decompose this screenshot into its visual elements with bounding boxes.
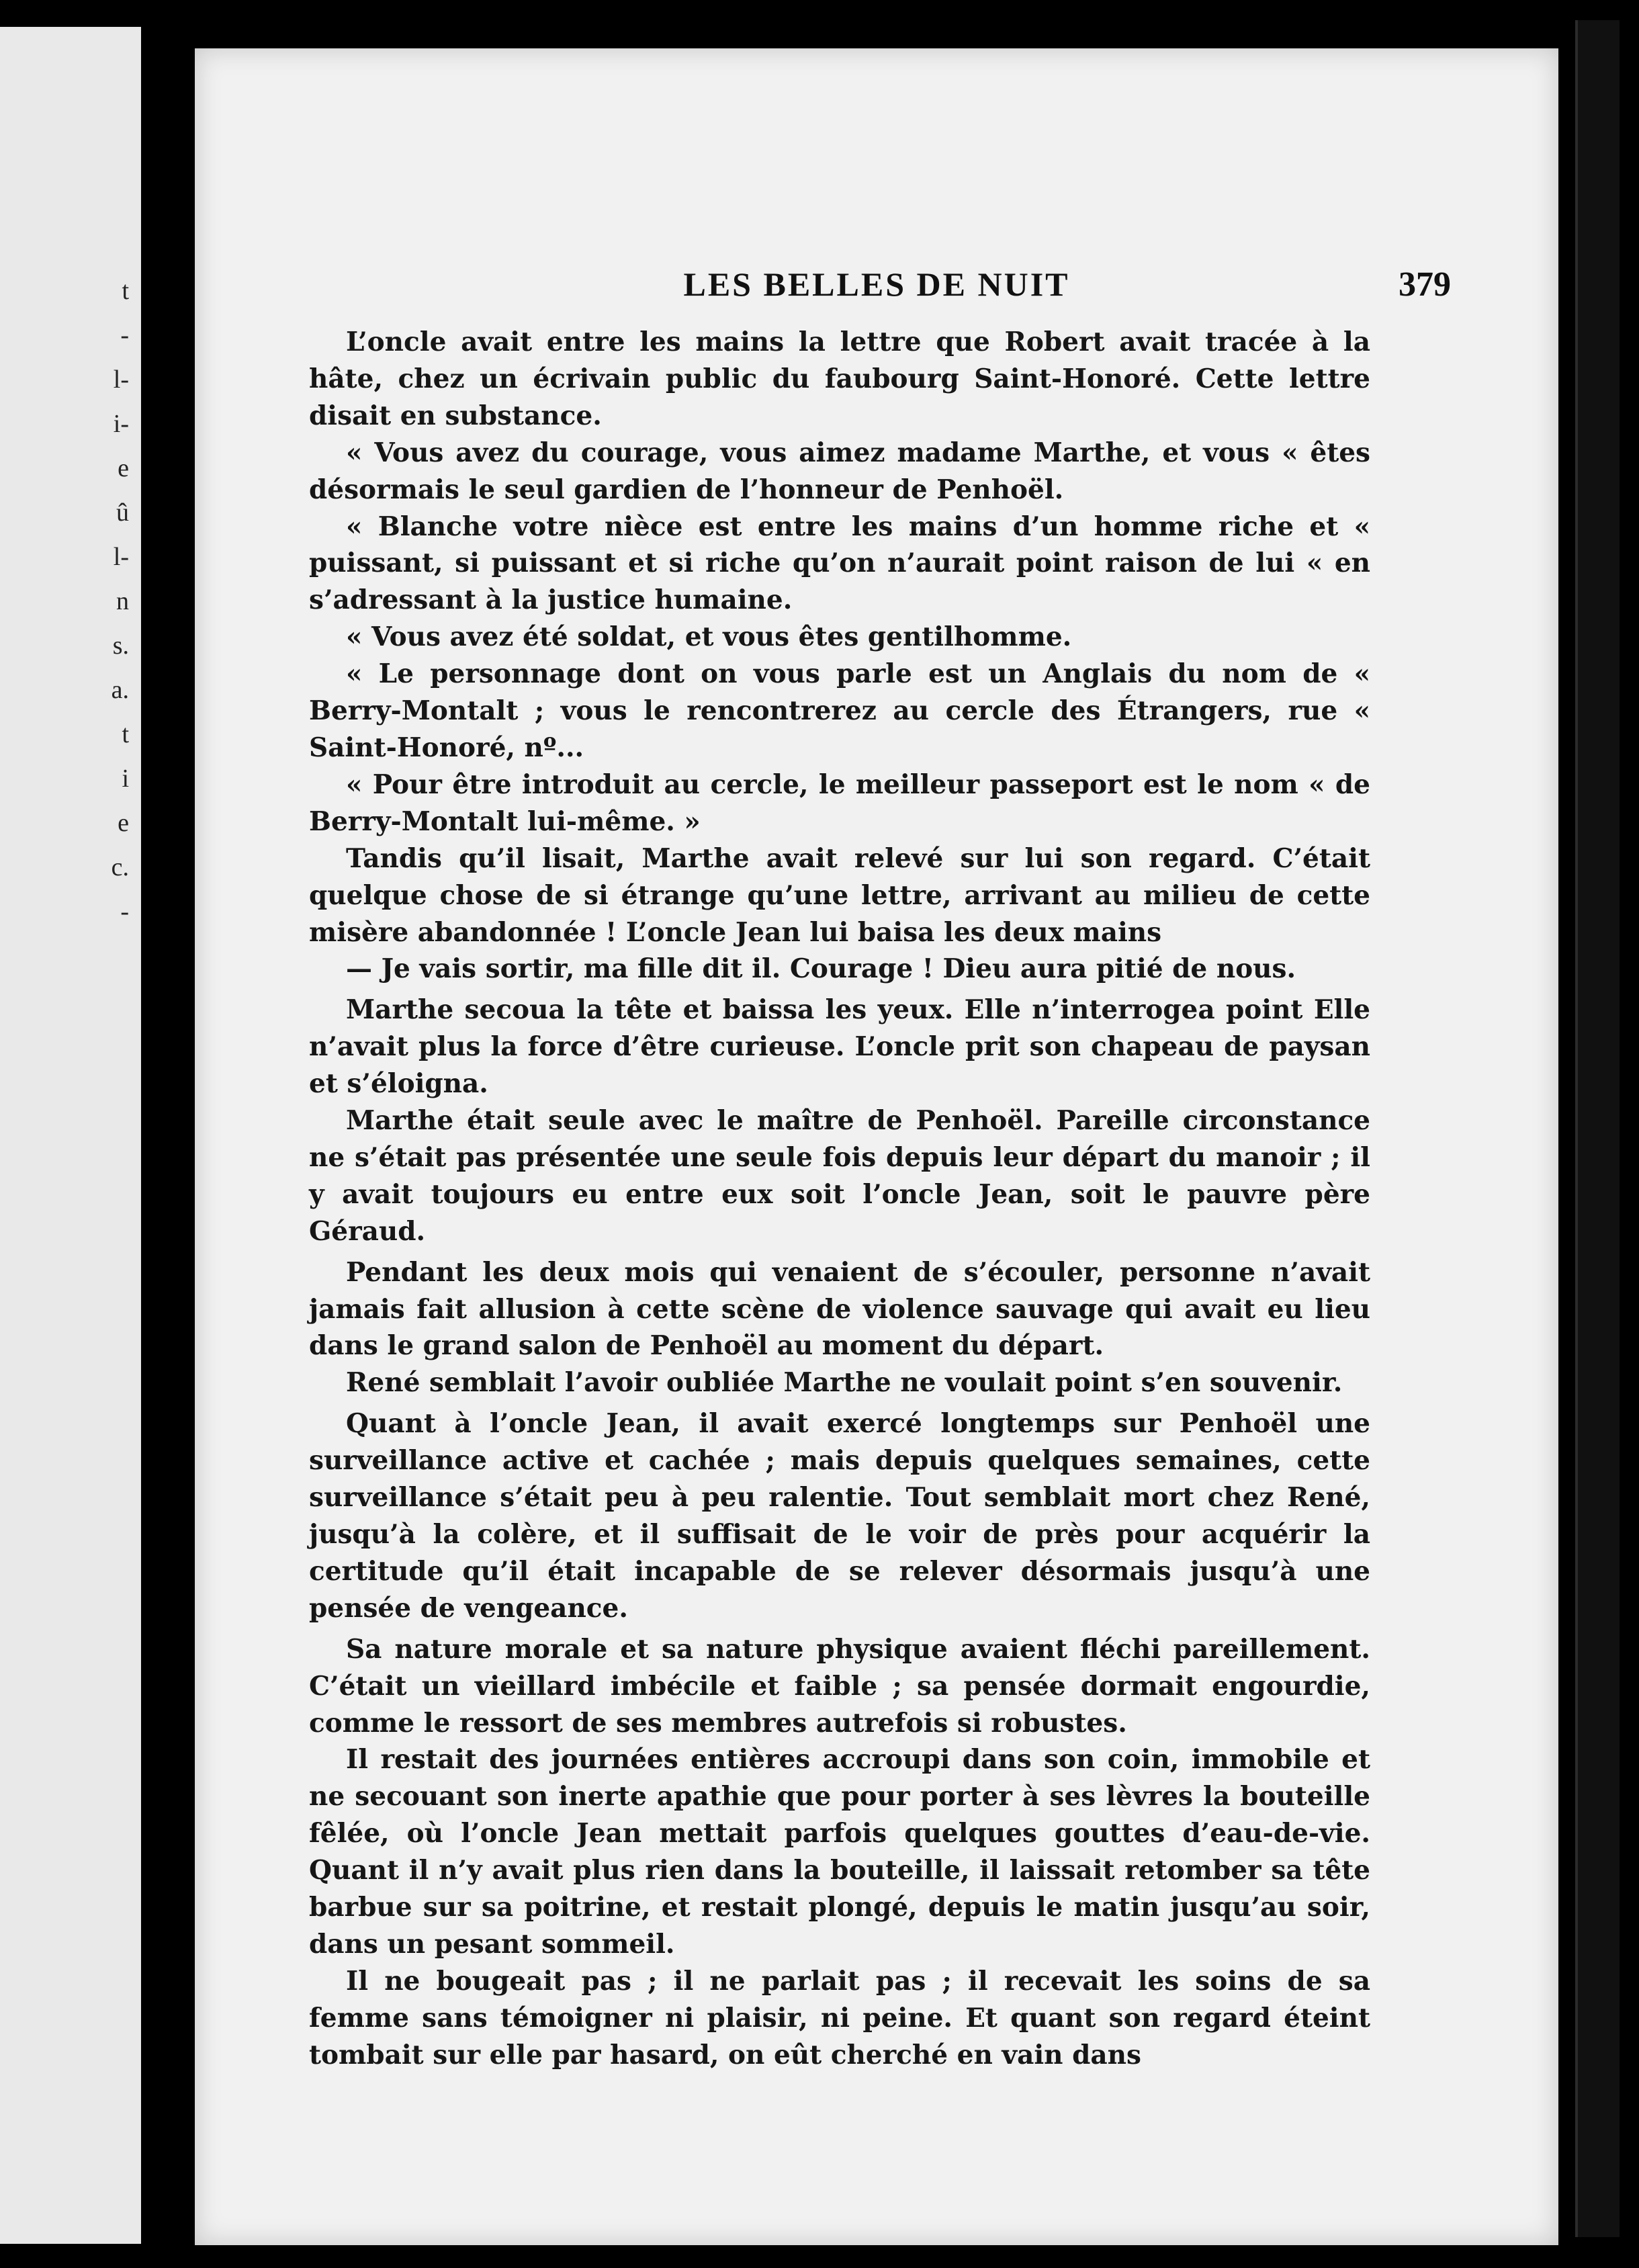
paragraph: « Vous avez été soldat, et vous êtes gentilhomme. — [346, 621, 1072, 653]
running-head-title: LES BELLES DE NUIT — [683, 265, 1070, 303]
paragraph: Il restait des journées entières accroupi dans son coin, immobile et ne secouant son inerte apathie que pour porter à ses lèvres la bouteille fêlée, où l’oncle Jean mettait parfois quelques gouttes d’eau-de-vie. Quant il n’y avait plus rien dans la bouteille, il laissait retomber sa tête barbue sur sa poitrine, et restait plongé, depuis le matin jusqu’au soir, dans un pesant sommeil. — [309, 1744, 1370, 1960]
book-page — [195, 48, 1558, 2245]
paragraph: — Je vais sortir, ma fille dit il. Courage ! Dieu aura pitié de nous. — [346, 953, 1296, 985]
paragraph: Marthe était seule avec le maître de Penhoël. Pareille circonstance ne s’était pas présentée une seule fois depuis leur départ du manoir ; il y avait toujours eu entre eux soit l’oncle Jean, soit le pauvre père Géraud. — [309, 1105, 1370, 1247]
margin-letter: l- — [113, 365, 129, 394]
facing-page-edge — [0, 27, 141, 2244]
margin-letter: i- — [113, 410, 129, 438]
paragraph: Sa nature morale et sa nature physique avaient fléchi pareillement. C’était un vieillard imbécile et faible ; sa pensée dormait engourdie, comme le ressort de ses membres autrefois si robustes. — [309, 1633, 1370, 1739]
paragraph: « Pour être introduit au cercle, le meilleur passeport est le nom « de Berry-Montalt lui-même. » — [309, 769, 1370, 837]
body-text — [309, 324, 1370, 2074]
book-edge-strip — [1575, 20, 1620, 2237]
paragraph: Il ne bougeait pas ; il ne parlait pas ; il recevait les soins de sa femme sans témoigner ni plaisir, ni peine. Et quant son regard éteint tombait sur elle par hasard, on eût cherché en vain dans — [309, 1965, 1370, 2070]
margin-letter: û — [116, 498, 129, 527]
paragraph: Quant à l’oncle Jean, il avait exercé longtemps sur Penhoël une surveillance active et cachée ; mais depuis quelques semaines, cette surveillance s’était peu à peu ralentie. Tout semblait mort chez René, jusqu’à la colère, et il suffisait de le voir de près pour acquérir la certitude qu’il était incapable de se relever désormais jusqu’à une pensée de vengeance. — [309, 1408, 1370, 1624]
margin-letter: e — [118, 454, 129, 482]
paragraph: Pendant les deux mois qui venaient de s’écouler, personne n’avait jamais fait allusion à cette scène de violence sauvage qui avait eu lieu dans le grand salon de Penhoël au moment du départ. — [309, 1256, 1370, 1362]
paragraph: Marthe secoua la tête et baissa les yeux. Elle n’interrogea point Elle n’avait plus la force d’être curieuse. L’oncle prit son chapeau de paysan et s’éloigna. — [309, 994, 1370, 1100]
facing-page-margin-letters — [112, 269, 129, 934]
margin-letter: - — [120, 898, 129, 926]
margin-letter: i — [122, 765, 129, 793]
running-head — [302, 265, 1451, 312]
margin-letter: l- — [113, 543, 129, 571]
margin-letter: c. — [111, 853, 129, 881]
paragraph: « Blanche votre nièce est entre les mains d’un homme riche et « puissant, si puissant et si riche qu’on n’aurait point raison de lui « en s’adressant à la justice humaine. — [309, 511, 1370, 616]
paragraph: L’oncle avait entre les mains la lettre que Robert avait tracée à la hâte, chez un écrivain public du faubourg Saint-Honoré. Cette lettre disait en substance. — [309, 326, 1370, 431]
margin-letter: n — [116, 587, 129, 615]
margin-letter: a. — [111, 676, 129, 704]
margin-letter: s. — [112, 631, 129, 660]
margin-letter: t — [122, 720, 129, 748]
page-number: 379 — [1399, 265, 1451, 304]
paragraph: « Le personnage dont on vous parle est un Anglais du nom de « Berry-Montalt ; vous le rencontrerez au cercle des Étrangers, rue « Saint-Honoré, nº... — [309, 658, 1370, 763]
margin-letter: t — [122, 277, 129, 305]
paragraph: René semblait l’avoir oubliée Marthe ne voulait point s’en souvenir. — [346, 1367, 1343, 1399]
paragraph: « Vous avez du courage, vous aimez madame Marthe, et vous « êtes désormais le seul gardien de l’honneur de Penhoël. — [309, 437, 1370, 505]
margin-letter: - — [120, 321, 129, 349]
paragraph: Tandis qu’il lisait, Marthe avait relevé sur lui son regard. C’était quelque chose de si étrange qu’une lettre, arrivant au milieu de cette misère abandonnée ! L’oncle Jean lui baisa les deux mains — [309, 842, 1370, 948]
margin-letter: e — [118, 809, 129, 837]
